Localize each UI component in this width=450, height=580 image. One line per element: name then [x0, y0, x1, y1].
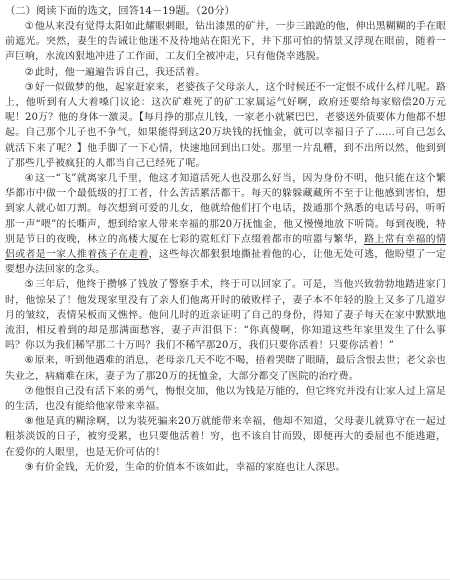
- paragraph-text: 有价金钱，无价爱，生命的价值本不该如此，幸福的家庭也让人深思。: [34, 461, 346, 473]
- paragraph-text: 他从来没有觉得太阳如此耀眼刺眼，钻出漆黑的矿井，一步三踉跄的他，伸出黑糊糊的手在眼前遮光。突然，妻生的告诫让他迷不及待地站在阳光下，井下那可怕的情景又浮现在眼前，随着一声巨响，水流凶狠地冲进了工作面，工友们全被冲走，只有他侥幸逃脱。: [5, 21, 446, 63]
- paragraph-text: 这一“飞”就离家几千里，他这才知道活死人也没那么好当，因为身份不明，他只能在这个繁华都市中做一个最低级的打工者，什么苦活累活都干。每天的躲躲藏藏所不至于让他感到害怕，想到家人就心如刀割。每次想到可爱的儿女，他就给他们打个电话，拨通那个熟悉的电话号码，听听那一声“喂”的长嘶声，想到给家人带来幸福的那20万抚恤金，他又慢慢地放下听筒。每到夜晚，特别是节日的夜晚，林立的高楼大厦在七彩的霓虹灯下点缀着都市的喧嚣与繁华，: [5, 173, 446, 245]
- paragraph-number: ⑨: [24, 461, 34, 473]
- paragraph-7: [5, 384, 446, 414]
- paragraph-text: 原来，听到他遇难的消息，老母亲几天不吃不喝，捂着哭瞎了眼睛，最后含恨去世；老父亲也失业之，病痛难在床，妻子为了那20万的抚恤金，大部分都交了医院的治疗费。: [5, 355, 446, 382]
- paragraph-number: ⑥: [24, 355, 34, 367]
- paragraph-8: [5, 414, 446, 460]
- paragraph-number: ③: [24, 81, 34, 93]
- paragraph-number: ②: [24, 66, 34, 78]
- paragraph-5: [5, 277, 446, 353]
- paragraph-text: 他恨自己没有活下来的勇气，悔恨交加，他以为钱是万能的，但它终究并没有让家人过上富足的生活，也没有能给他家带来幸福。: [5, 385, 446, 413]
- paragraph-6: [5, 353, 446, 383]
- paragraph-3: [5, 80, 446, 171]
- paragraph-1: [5, 19, 446, 65]
- paragraph-text-tail: ，这些每次都狠狠地撕扯着他的心，让他无处可逃，他盼望了一定要想办法回家的念头。: [5, 249, 446, 276]
- underlined-sentence: 路上常有幸福的情侣或者是一家人推着孩子在走着: [5, 233, 446, 261]
- paragraph-text: 他是真的糊涂啊，以为装死骗来20万就能带来幸福，他却不知道，父母妻儿就算守在一起过粗茶淡饭的日子，被穷受累，也只要他活着！穷，也不该自甘而毁，即便再大的委屈也不能逃避，在爱你的人眼里，也是无价可估的！: [5, 416, 446, 458]
- paragraph-text: 此时，他一遍遍告诉自己，我还活着。: [34, 66, 206, 78]
- paragraph-9: [5, 460, 446, 475]
- paragraph-text: 三年后，他终于攒够了钱放了警察手术，终于可以回家了。可是，当他兴致勃勃地踏进家门时，他惊呆了！他发现家里没有了亲人们他离开时的破败样子，妻子本不年轻的脸上又多了几道岁月的皱纹，表情呆板而又憔悴。他问儿时的近亲证明了自己的身份，得知了妻子每天在家中默默地流泪，相反着到的却是那满面愁容，妻子声泪俱下：“你真傻啊，你知道这些年家里发生了什么事吗？你以为我们稀罕那二十万吗？我们不稀罕那20万，我们只要你活着！只要你活着！”: [5, 279, 446, 352]
- paragraph-4: [5, 171, 446, 277]
- paragraph-number: ①: [24, 21, 34, 32]
- paragraph-number: ⑦: [24, 385, 34, 397]
- question-heading: （二）阅读下面的选文，回答14－19题。（20分）: [5, 5, 235, 17]
- paragraph-text: 好一似做梦的他，起家赶家来，老婆孩子父母亲人，这个时候还不一定恨不成什么样儿呢。路上，他听到有人大着嗓门议论：这次矿难死了的矿工家属运气好啊，政府还要给每家赔偿20万元呢！20万？他的身体一激灵。【每月挣的那点儿钱，一家老小就紧巴巴，老婆送外债要体力他都不想起。自己那个儿子也不争气，如果能得到这20万块钱的抚恤金，就可以幸福日子了……可自己怎么就活下来了呢？】他手脚了一下心情，快速地回到出口处。那里一片乱糟，到不出所以然，他到到了那些几乎被疯狂的人都当自己已经死了呢。: [5, 81, 446, 169]
- paragraph-number: ④: [24, 173, 35, 185]
- paragraph-number: ⑧: [24, 416, 34, 428]
- paragraph-number: ⑤: [24, 279, 35, 291]
- paragraph-2: [5, 65, 446, 80]
